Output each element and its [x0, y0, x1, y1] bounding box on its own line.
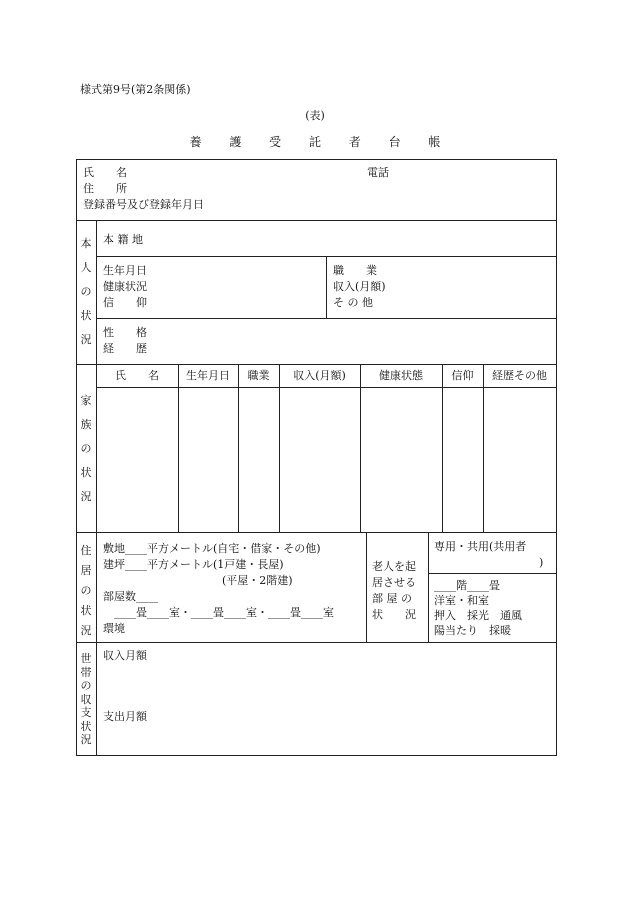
exclusive-shared-close: ) [539, 556, 544, 569]
person-section-label: 本 人 の 状 況 [80, 237, 92, 346]
sunlight-heating-field: 陽当たり 採暖 [434, 624, 511, 637]
storey-field: (平屋・2階建) [222, 574, 293, 587]
site-area-field: 敷地____平方メートル(自宅・借家・その他) [103, 542, 321, 555]
room-count-field: 部屋数____ [103, 590, 158, 603]
personality-label: 性 格 [103, 326, 147, 339]
monthly-income-label: 収入月額 [103, 649, 147, 662]
family-col-occupation: 職業 [247, 369, 270, 382]
floor-mat-field: ____階____畳 [434, 579, 500, 592]
phone-label: 電話 [367, 166, 389, 179]
domicile-label: 本 籍 地 [103, 233, 143, 246]
table-outer-border [77, 160, 557, 756]
family-col-history: 経歴その他 [492, 369, 547, 382]
registration-label: 登録番号及び登録年月日 [83, 198, 204, 211]
family-section-label: 家 族 の 状 況 [80, 394, 92, 503]
health-label: 健康状況 [103, 280, 147, 293]
form-side-label: (表) [305, 109, 325, 122]
birth-label: 生年月日 [103, 264, 147, 277]
floor-area-field: 建坪____平方メートル(1戸建・長屋) [103, 558, 284, 571]
address-label: 住 所 [83, 182, 127, 195]
family-col-health: 健康状態 [379, 369, 423, 382]
other-label: そ の 他 [333, 296, 373, 309]
room-style-field: 洋室・和室 [434, 594, 489, 607]
family-col-name: 氏 名 [115, 369, 159, 382]
income-label: 収入(月額) [333, 280, 386, 293]
room-detail-field: ____畳____室・____畳____室・____畳____室 [114, 606, 334, 619]
monthly-expense-label: 支出月額 [103, 710, 147, 723]
form-title: 養 護 受 託 者 台 帳 [189, 135, 453, 149]
occupation-label: 職 業 [333, 264, 377, 277]
environment-label: 環境 [103, 622, 125, 635]
history-label: 経 歴 [103, 342, 147, 355]
religion-label: 信 仰 [103, 296, 147, 309]
exclusive-shared-field: 専用・共用(共用者 [434, 540, 527, 553]
household-section-label: 世 帯 の 収 支 状 況 [80, 652, 92, 746]
elderly-room-label: 老人を起 居させる 部 屋 の 状 況 [372, 560, 416, 621]
family-col-birth: 生年月日 [186, 369, 230, 382]
room-features-field: 押入 採光 通風 [434, 609, 522, 622]
family-col-religion: 信仰 [451, 369, 474, 382]
form-number: 様式第9号(第2条関係) [80, 83, 191, 96]
housing-section-label: 住 居 の 状 況 [80, 544, 92, 637]
family-col-income: 収入(月額) [293, 369, 346, 382]
name-label: 氏 名 [83, 166, 127, 179]
